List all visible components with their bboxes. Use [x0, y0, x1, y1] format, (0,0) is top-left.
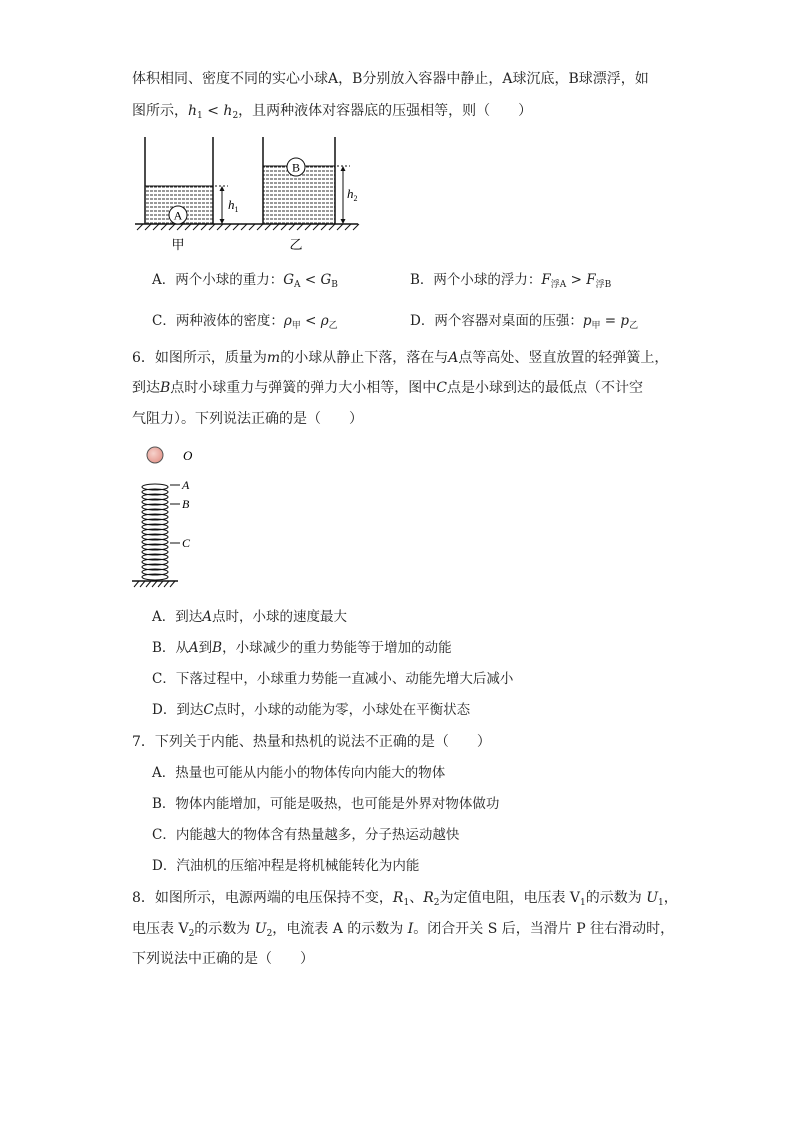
label-o: O [183, 448, 193, 463]
q5-figure [130, 134, 365, 256]
q6-figure [128, 440, 208, 592]
q6-option-b: B．从A到B，小球减少的重力势能等于增加的动能 [152, 640, 452, 656]
q5-option-a: A．两个小球的重力：$G_A < G_B$ [152, 272, 338, 290]
q6-option-a: A．到达A点时，小球的速度最大 [152, 609, 347, 625]
spring [142, 484, 168, 580]
q6-option-d: D．到达C点时，小球的动能为零，小球处在平衡状态 [152, 702, 471, 718]
caption-jia: 甲 [171, 238, 185, 253]
q7-option-c: C．内能越大的物体含有热量越多，分子热运动越快 [152, 827, 460, 843]
q7-option-d: D．汽油机的压缩冲程是将机械能转化为内能 [152, 858, 420, 874]
q6-stem-line2: 到达B点时小球重力与弹簧的弹力大小相等，图中C点是小球到达的最低点（不计空 [132, 380, 644, 396]
h1-label: $h_1$ [228, 197, 239, 214]
ball-a [169, 206, 187, 224]
q7-stem: 7．下列关于内能、热量和热机的说法不正确的是（ ） [132, 734, 491, 750]
q7-option-a: A．热量也可能从内能小的物体传向内能大的物体 [152, 765, 446, 781]
q5-option-d: D．两个容器对桌面的压强：$p_甲 = p_乙$ [410, 313, 639, 331]
q6-option-c: C．下落过程中，小球重力势能一直减小、动能先增大后减小 [152, 671, 514, 687]
q5-option-b: B．两个小球的浮力：$F_{浮A} > F_{浮B}$ [410, 272, 612, 290]
level-markers [170, 485, 180, 543]
q5-stem-line2: 图所示，$h_1 < h_2$，且两种液体对容器底的压强相等，则（ ） [132, 103, 533, 121]
q6-stem-line3: 气阻力）。下列说法正确的是（ ） [132, 411, 363, 427]
svg-text:A: A [173, 208, 183, 223]
h2-label: $h_2$ [347, 186, 358, 203]
q8-stem-line3: 下列说法中正确的是（ ） [132, 951, 314, 967]
label-a: A [182, 478, 190, 492]
q6-stem-line1: 6．如图所示，质量为m的小球从静止下落，落在与A点等高处、竖直放置的轻弹簧上， [132, 350, 669, 366]
spring-base-hatch [134, 581, 175, 587]
q8-stem-line1: 8．如图所示，电源两端的电压保持不变，$R_1$、$R_2$为定值电阻，电压表 $V_1$的示数为 $U_1$， [132, 890, 678, 908]
label-c: C [182, 536, 191, 550]
container-yi [263, 137, 335, 224]
h1-arrow [215, 186, 228, 224]
label-b: B [182, 497, 190, 511]
ground-hatch [137, 224, 359, 230]
caption-yi: 乙 [289, 238, 303, 253]
q7-option-b: B．物体内能增加，可能是吸热，也可能是外界对物体做功 [152, 796, 500, 812]
q8-stem-line2: 电压表 $V_2$的示数为 $U_2$，电流表 A 的示数为 I。闭合开关 S 后，当滑片 P 往右滑动时， [132, 921, 675, 939]
falling-ball [147, 447, 163, 463]
q5-stem-line1: 体积相同、密度不同的实心小球A，B分别放入容器中静止，A球沉底，B球漂浮，如 [132, 71, 649, 87]
ball-b [287, 158, 305, 176]
svg-text:B: B [291, 160, 301, 175]
q5-option-c: C．两种液体的密度：$\rho_甲 < \rho_乙$ [152, 313, 338, 331]
